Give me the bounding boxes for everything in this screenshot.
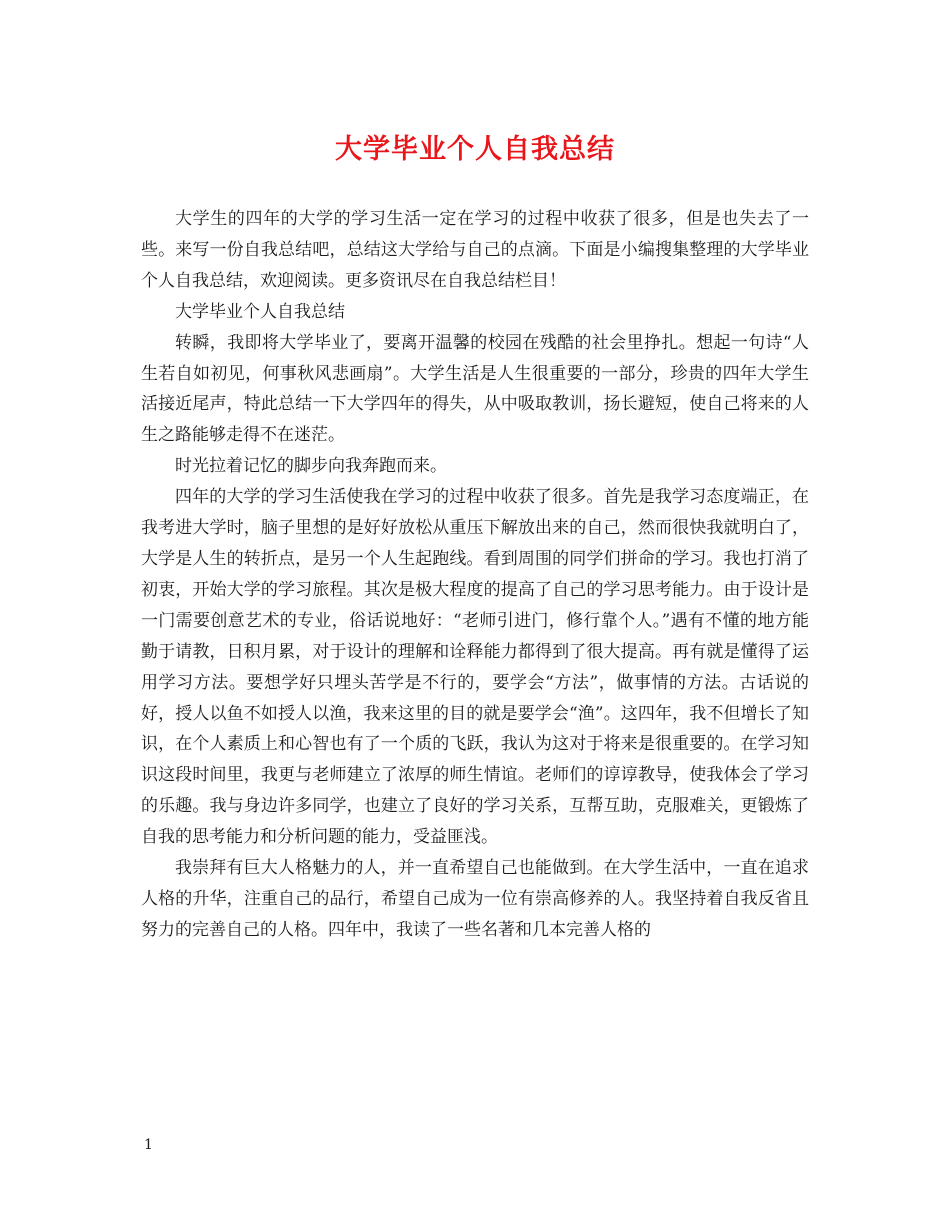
section-heading: 大学毕业个人自我总结 bbox=[175, 301, 345, 322]
page-number: 1 bbox=[144, 1137, 153, 1153]
body-paragraph: 转瞬，我即将大学毕业了，要离开温馨的校园在残酷的社会里挣扎。想起一句诗“人生若自如初见，何事秋风悲画扇”。大学生活是人生很重要的一部分，珍贵的四年大学生活接近尾声，特此总结一下大学四年的得失，从中吸取教训，扬长避短，使自己将来的人生之路能够走得不在迷茫。 bbox=[141, 332, 809, 446]
intro-paragraph: 大学生的四年的大学的学习生活一定在学习的过程中收获了很多，但是也失去了一些。来写一份自我总结吧，总结这大学给与自己的点滴。下面是小编搜集整理的大学毕业个人自我总结，欢迎阅读。更多资讯尽在自我总结栏目！ bbox=[141, 209, 809, 291]
body-paragraph: 我崇拜有巨大人格魅力的人，并一直希望自己也能做到。在大学生活中，一直在追求人格的升华，注重自己的品行，希望自己成为一位有崇高修养的人。我坚持着自我反省且努力的完善自己的人格。四年中，我读了一些名著和几本完善人格的 bbox=[141, 858, 809, 940]
document-body bbox=[141, 204, 809, 946]
body-paragraph: 四年的大学的学习生活使我在学习的过程中收获了很多。首先是我学习态度端正，在我考进大学时，脑子里想的是好好放松从重压下解放出来的自己，然而很快我就明白了，大学是人生的转折点，是另一个人生起跑线。看到周围的同学们拼命的学习。我也打消了初衷，开始大学的学习旅程。其次是极大程度的提高了自己的学习思考能力。由于设计是一门需要创意艺术的专业，俗话说地好：“老师引进门，修行靠个人。”遇有不懂的地方能勤于请教，日积月累，对于设计的理解和诠释能力都得到了很大提高。再有就是懂得了运用学习方法。要想学好只埋头苦学是不行的，要学会“方法”，做事情的方法。古话说的好，授人以鱼不如授人以渔，我来这里的目的就是要学会“渔”。这四年，我不但增长了知识，在个人素质上和心智也有了一个质的飞跃，我认为这对于将来是很重要的。在学习知识这段时间里，我更与老师建立了浓厚的师生情谊。老师们的谆谆教导，使我体会了学习的乐趣。我与身边许多同学，也建立了良好的学习关系，互帮互助，克服难关，更锻炼了自我的思考能力和分析问题的能力，受益匪浅。 bbox=[141, 487, 809, 848]
document-title: 大学毕业个人自我总结 bbox=[335, 134, 615, 165]
body-paragraph: 时光拉着记忆的脚步向我奔跑而来。 bbox=[175, 456, 447, 477]
